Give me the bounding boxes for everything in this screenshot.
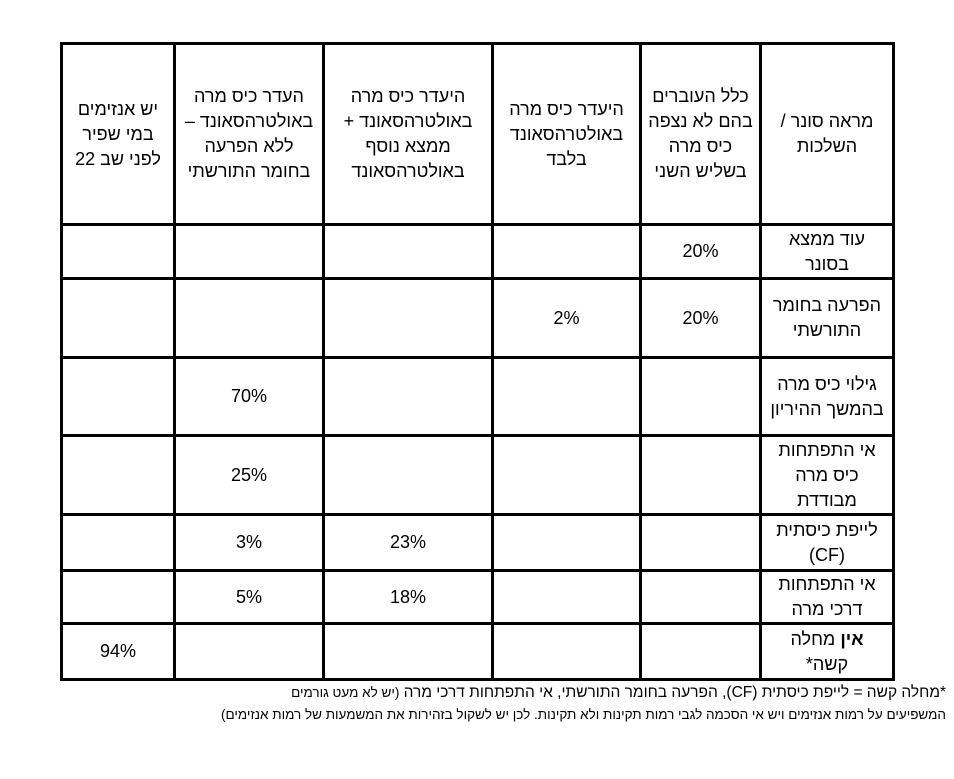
table-cell: 20% [641, 279, 761, 358]
table-cell [641, 358, 761, 436]
table-row [62, 279, 894, 358]
row-label: אי התפתחות כיס מרה מבודדת [761, 436, 894, 515]
header-cell: מראה סונר / השלכות [761, 44, 894, 225]
table-cell: 5% [175, 571, 324, 624]
table-row [62, 358, 894, 436]
row-label-bold: אין [840, 628, 864, 649]
row-label-rest: מחלה קשה* [790, 628, 849, 674]
table-cell [324, 436, 493, 515]
table-cell: 18% [324, 571, 493, 624]
table-cell [175, 279, 324, 358]
table-cell: 94% [62, 624, 175, 680]
table-row [62, 515, 894, 571]
footnote-line-1 [38, 682, 946, 704]
footnote-line-2: המשפיעים על רמות אנזימים ויש אי הסכמה לגבי רמות תקינות ולא תקינות. לכן יש לשקול בזהירות את המשמעות של רמות אנזימים) [221, 707, 946, 722]
table-cell [493, 436, 641, 515]
footnote [38, 682, 946, 726]
table-cell [62, 571, 175, 624]
row-label: לייפת כיסתית (CF) [761, 515, 894, 571]
table-cell [324, 624, 493, 680]
table-row [62, 571, 894, 624]
table-cell [62, 358, 175, 436]
table-cell [62, 436, 175, 515]
footnote-text-small: (יש לא מעט גורמים [291, 685, 400, 700]
table-cell [641, 571, 761, 624]
table-cell: 23% [324, 515, 493, 571]
row-label [761, 624, 894, 680]
table-cell [493, 571, 641, 624]
table-cell [62, 279, 175, 358]
table-cell [641, 624, 761, 680]
table-cell: 25% [175, 436, 324, 515]
table-row [62, 624, 894, 680]
table-cell [493, 225, 641, 279]
table-cell [641, 515, 761, 571]
table-cell [175, 624, 324, 680]
table-cell: 2% [493, 279, 641, 358]
table-cell: 3% [175, 515, 324, 571]
table-cell [62, 515, 175, 571]
table-cell [641, 436, 761, 515]
row-label: אי התפתחות דרכי מרה [761, 571, 894, 624]
table-row [62, 225, 894, 279]
table-cell [493, 515, 641, 571]
table-cell: 20% [641, 225, 761, 279]
header-cell: יש אנזימים במי שפיר לפני שב 22 [62, 44, 175, 225]
row-label: גילוי כיס מרה בהמשך ההיריון [761, 358, 894, 436]
header-row [62, 44, 894, 225]
header-cell: היעדר כיס מרה באולטרהסאונד + ממצא נוסף באולטרהסאונד [324, 44, 493, 225]
row-label: הפרעה בחומר התורשתי [761, 279, 894, 358]
table-cell [175, 225, 324, 279]
table-cell [324, 279, 493, 358]
table-cell: 70% [175, 358, 324, 436]
table-row [62, 436, 894, 515]
header-cell: כלל העוברים בהם לא נצפה כיס מרה בשליש השני [641, 44, 761, 225]
table-cell [493, 358, 641, 436]
table-cell [324, 225, 493, 279]
data-table [60, 42, 895, 681]
header-cell: העדר כיס מרה באולטרהסאונד – ללא הפרעה בחומר התורשתי [175, 44, 324, 225]
table-cell [324, 358, 493, 436]
row-label: עוד ממצא בסונר [761, 225, 894, 279]
header-cell: היעדר כיס מרה באולטרהסאונד בלבד [493, 44, 641, 225]
table-cell [493, 624, 641, 680]
table-cell [62, 225, 175, 279]
footnote-text: *מחלה קשה = לייפת כיסתית (CF), הפרעה בחומר התורשתי, אי התפתחות דרכי מרה [403, 684, 946, 701]
